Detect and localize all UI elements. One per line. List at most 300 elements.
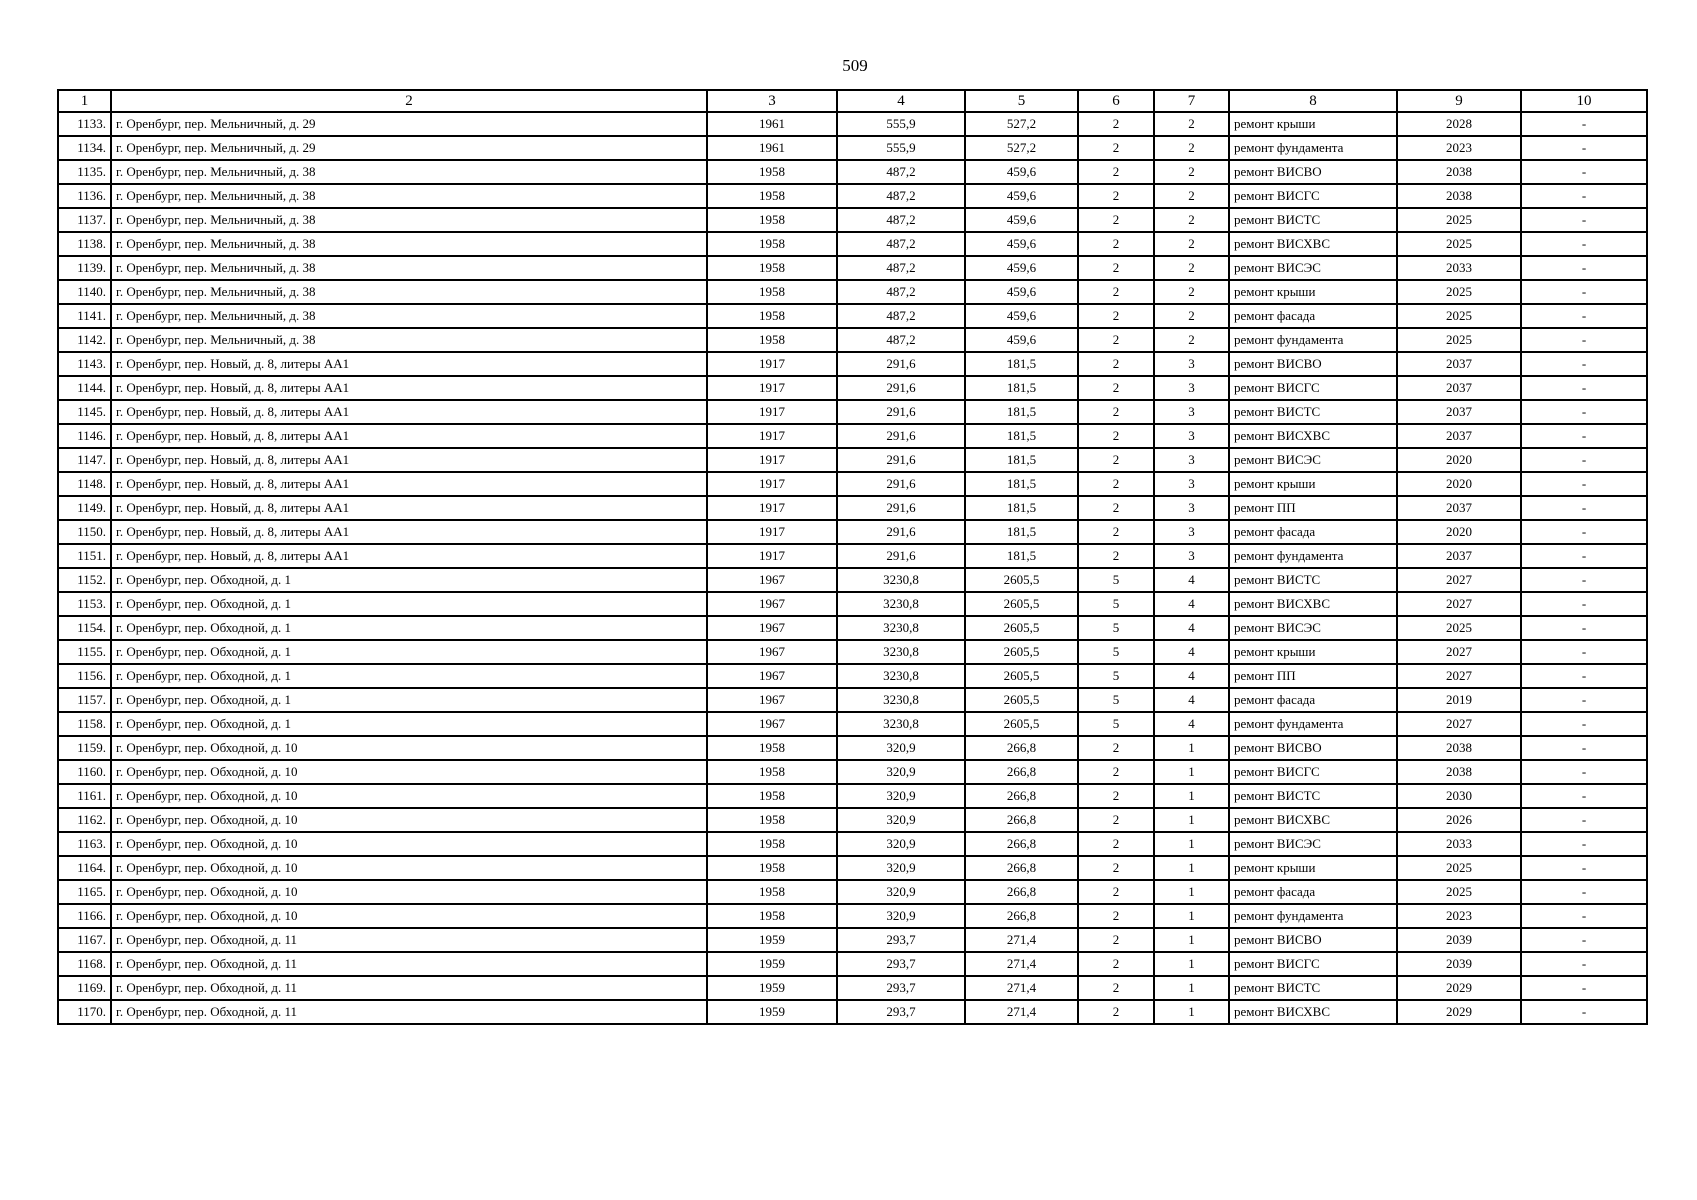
cell-address: г. Оренбург, пер. Обходной, д. 10 [111, 808, 707, 832]
cell-address: г. Оренбург, пер. Обходной, д. 1 [111, 616, 707, 640]
cell-build-year: 1958 [707, 784, 837, 808]
cell-living-area: 2605,5 [965, 640, 1078, 664]
table-row [58, 136, 1647, 160]
cell-living-area: 271,4 [965, 1000, 1078, 1024]
cell-work-type: ремонт фасада [1229, 520, 1397, 544]
cell-floors: 2 [1078, 160, 1154, 184]
cell-floors: 2 [1078, 112, 1154, 136]
cell-work-type: ремонт ВИСВО [1229, 736, 1397, 760]
cell-address: г. Оренбург, пер. Обходной, д. 11 [111, 1000, 707, 1024]
cell-floors: 2 [1078, 544, 1154, 568]
cell-work-type: ремонт ПП [1229, 664, 1397, 688]
cell-living-area: 2605,5 [965, 688, 1078, 712]
cell-work-type: ремонт ВИСТС [1229, 976, 1397, 1000]
cell-work-type: ремонт ВИСЭС [1229, 256, 1397, 280]
cell-work-type: ремонт ВИСХВС [1229, 424, 1397, 448]
cell-row-number: 1153. [58, 592, 111, 616]
cell-work-type: ремонт ВИСХВС [1229, 808, 1397, 832]
cell-build-year: 1961 [707, 112, 837, 136]
cell-build-year: 1958 [707, 904, 837, 928]
cell-build-year: 1958 [707, 808, 837, 832]
cell-floors: 2 [1078, 352, 1154, 376]
cell-total-area: 320,9 [837, 880, 965, 904]
cell-note: - [1521, 640, 1647, 664]
cell-living-area: 271,4 [965, 976, 1078, 1000]
cell-total-area: 487,2 [837, 304, 965, 328]
cell-address: г. Оренбург, пер. Обходной, д. 1 [111, 640, 707, 664]
cell-floors: 2 [1078, 136, 1154, 160]
cell-row-number: 1138. [58, 232, 111, 256]
cell-work-type: ремонт фундамента [1229, 136, 1397, 160]
table-row [58, 640, 1647, 664]
cell-total-area: 320,9 [837, 808, 965, 832]
cell-address: г. Оренбург, пер. Новый, д. 8, литеры АА1 [111, 400, 707, 424]
cell-address: г. Оренбург, пер. Мельничный, д. 29 [111, 136, 707, 160]
cell-build-year: 1958 [707, 160, 837, 184]
cell-build-year: 1958 [707, 232, 837, 256]
cell-floors: 2 [1078, 904, 1154, 928]
cell-planned-year: 2025 [1397, 328, 1521, 352]
cell-entrances: 3 [1154, 376, 1229, 400]
cell-entrances: 3 [1154, 496, 1229, 520]
cell-row-number: 1154. [58, 616, 111, 640]
cell-floors: 2 [1078, 376, 1154, 400]
cell-row-number: 1170. [58, 1000, 111, 1024]
cell-planned-year: 2025 [1397, 880, 1521, 904]
column-header-10: 10 [1521, 90, 1647, 112]
cell-row-number: 1155. [58, 640, 111, 664]
cell-floors: 2 [1078, 496, 1154, 520]
cell-floors: 5 [1078, 592, 1154, 616]
table-row [58, 592, 1647, 616]
table-row [58, 904, 1647, 928]
cell-entrances: 1 [1154, 808, 1229, 832]
table-row [58, 832, 1647, 856]
cell-planned-year: 2025 [1397, 208, 1521, 232]
table-row [58, 520, 1647, 544]
cell-note: - [1521, 712, 1647, 736]
cell-total-area: 291,6 [837, 400, 965, 424]
cell-build-year: 1958 [707, 736, 837, 760]
cell-entrances: 3 [1154, 448, 1229, 472]
cell-planned-year: 2020 [1397, 520, 1521, 544]
cell-living-area: 266,8 [965, 736, 1078, 760]
cell-work-type: ремонт ВИСТС [1229, 400, 1397, 424]
cell-row-number: 1157. [58, 688, 111, 712]
cell-living-area: 266,8 [965, 760, 1078, 784]
cell-living-area: 2605,5 [965, 592, 1078, 616]
column-header-2: 2 [111, 90, 707, 112]
cell-note: - [1521, 256, 1647, 280]
cell-living-area: 181,5 [965, 352, 1078, 376]
cell-row-number: 1143. [58, 352, 111, 376]
cell-work-type: ремонт фундамента [1229, 544, 1397, 568]
cell-floors: 5 [1078, 712, 1154, 736]
cell-note: - [1521, 232, 1647, 256]
cell-entrances: 3 [1154, 352, 1229, 376]
cell-build-year: 1917 [707, 400, 837, 424]
cell-build-year: 1967 [707, 688, 837, 712]
cell-build-year: 1917 [707, 496, 837, 520]
cell-address: г. Оренбург, пер. Обходной, д. 1 [111, 568, 707, 592]
cell-note: - [1521, 472, 1647, 496]
cell-living-area: 271,4 [965, 952, 1078, 976]
cell-build-year: 1958 [707, 880, 837, 904]
cell-work-type: ремонт ВИСХВС [1229, 592, 1397, 616]
cell-floors: 2 [1078, 880, 1154, 904]
cell-total-area: 487,2 [837, 232, 965, 256]
column-header-7: 7 [1154, 90, 1229, 112]
cell-living-area: 266,8 [965, 832, 1078, 856]
table-row [58, 400, 1647, 424]
cell-total-area: 293,7 [837, 976, 965, 1000]
cell-entrances: 3 [1154, 520, 1229, 544]
cell-floors: 2 [1078, 424, 1154, 448]
cell-build-year: 1958 [707, 280, 837, 304]
cell-living-area: 266,8 [965, 784, 1078, 808]
cell-work-type: ремонт крыши [1229, 472, 1397, 496]
cell-row-number: 1142. [58, 328, 111, 352]
cell-work-type: ремонт ВИСГС [1229, 376, 1397, 400]
table-row [58, 160, 1647, 184]
cell-row-number: 1147. [58, 448, 111, 472]
table-row [58, 1000, 1647, 1024]
cell-planned-year: 2027 [1397, 712, 1521, 736]
table-row [58, 808, 1647, 832]
cell-entrances: 3 [1154, 424, 1229, 448]
cell-total-area: 291,6 [837, 376, 965, 400]
cell-build-year: 1917 [707, 472, 837, 496]
column-header-1: 1 [58, 90, 111, 112]
cell-living-area: 266,8 [965, 880, 1078, 904]
cell-build-year: 1967 [707, 592, 837, 616]
cell-work-type: ремонт фасада [1229, 688, 1397, 712]
cell-row-number: 1169. [58, 976, 111, 1000]
cell-work-type: ремонт крыши [1229, 640, 1397, 664]
cell-floors: 2 [1078, 328, 1154, 352]
cell-note: - [1521, 136, 1647, 160]
cell-total-area: 291,6 [837, 544, 965, 568]
cell-planned-year: 2028 [1397, 112, 1521, 136]
cell-floors: 2 [1078, 856, 1154, 880]
cell-build-year: 1961 [707, 136, 837, 160]
cell-build-year: 1958 [707, 256, 837, 280]
table-header [58, 90, 1647, 112]
cell-note: - [1521, 928, 1647, 952]
cell-planned-year: 2039 [1397, 952, 1521, 976]
column-header-5: 5 [965, 90, 1078, 112]
cell-note: - [1521, 304, 1647, 328]
cell-total-area: 293,7 [837, 928, 965, 952]
cell-work-type: ремонт ВИСГС [1229, 952, 1397, 976]
cell-planned-year: 2038 [1397, 736, 1521, 760]
cell-entrances: 2 [1154, 112, 1229, 136]
cell-living-area: 181,5 [965, 544, 1078, 568]
cell-entrances: 1 [1154, 760, 1229, 784]
cell-planned-year: 2027 [1397, 640, 1521, 664]
cell-entrances: 4 [1154, 664, 1229, 688]
cell-planned-year: 2038 [1397, 184, 1521, 208]
cell-living-area: 181,5 [965, 400, 1078, 424]
cell-planned-year: 2037 [1397, 496, 1521, 520]
cell-row-number: 1152. [58, 568, 111, 592]
cell-note: - [1521, 376, 1647, 400]
cell-address: г. Оренбург, пер. Обходной, д. 11 [111, 952, 707, 976]
cell-note: - [1521, 1000, 1647, 1024]
cell-total-area: 487,2 [837, 184, 965, 208]
cell-planned-year: 2025 [1397, 232, 1521, 256]
cell-work-type: ремонт фасада [1229, 880, 1397, 904]
cell-address: г. Оренбург, пер. Обходной, д. 11 [111, 976, 707, 1000]
cell-work-type: ремонт ВИСГС [1229, 184, 1397, 208]
cell-note: - [1521, 880, 1647, 904]
cell-row-number: 1148. [58, 472, 111, 496]
cell-build-year: 1958 [707, 304, 837, 328]
table-row [58, 952, 1647, 976]
cell-floors: 2 [1078, 808, 1154, 832]
cell-build-year: 1917 [707, 520, 837, 544]
cell-living-area: 527,2 [965, 112, 1078, 136]
cell-entrances: 2 [1154, 304, 1229, 328]
table-row [58, 184, 1647, 208]
cell-floors: 2 [1078, 472, 1154, 496]
cell-build-year: 1959 [707, 976, 837, 1000]
cell-note: - [1521, 616, 1647, 640]
cell-floors: 2 [1078, 400, 1154, 424]
cell-entrances: 2 [1154, 208, 1229, 232]
cell-address: г. Оренбург, пер. Мельничный, д. 38 [111, 280, 707, 304]
cell-planned-year: 2025 [1397, 856, 1521, 880]
cell-address: г. Оренбург, пер. Новый, д. 8, литеры АА1 [111, 472, 707, 496]
cell-build-year: 1967 [707, 664, 837, 688]
cell-planned-year: 2023 [1397, 136, 1521, 160]
cell-row-number: 1168. [58, 952, 111, 976]
cell-total-area: 291,6 [837, 424, 965, 448]
cell-living-area: 181,5 [965, 376, 1078, 400]
cell-row-number: 1136. [58, 184, 111, 208]
cell-planned-year: 2027 [1397, 664, 1521, 688]
cell-entrances: 4 [1154, 616, 1229, 640]
header-row [58, 90, 1647, 112]
cell-build-year: 1958 [707, 184, 837, 208]
cell-build-year: 1958 [707, 760, 837, 784]
cell-row-number: 1146. [58, 424, 111, 448]
cell-living-area: 266,8 [965, 856, 1078, 880]
cell-total-area: 487,2 [837, 280, 965, 304]
cell-entrances: 4 [1154, 688, 1229, 712]
table-row [58, 616, 1647, 640]
cell-total-area: 3230,8 [837, 640, 965, 664]
cell-planned-year: 2033 [1397, 832, 1521, 856]
cell-total-area: 487,2 [837, 328, 965, 352]
cell-total-area: 3230,8 [837, 712, 965, 736]
cell-build-year: 1958 [707, 208, 837, 232]
cell-floors: 2 [1078, 280, 1154, 304]
cell-address: г. Оренбург, пер. Мельничный, д. 38 [111, 184, 707, 208]
page-number: 509 [842, 56, 868, 75]
cell-work-type: ремонт ПП [1229, 496, 1397, 520]
cell-row-number: 1150. [58, 520, 111, 544]
cell-planned-year: 2030 [1397, 784, 1521, 808]
cell-note: - [1521, 856, 1647, 880]
cell-row-number: 1160. [58, 760, 111, 784]
cell-note: - [1521, 664, 1647, 688]
cell-total-area: 3230,8 [837, 664, 965, 688]
cell-total-area: 320,9 [837, 856, 965, 880]
cell-note: - [1521, 760, 1647, 784]
cell-planned-year: 2023 [1397, 904, 1521, 928]
table-row [58, 448, 1647, 472]
column-header-6: 6 [1078, 90, 1154, 112]
table-row [58, 976, 1647, 1000]
cell-living-area: 459,6 [965, 328, 1078, 352]
cell-total-area: 291,6 [837, 520, 965, 544]
cell-address: г. Оренбург, пер. Новый, д. 8, литеры АА1 [111, 352, 707, 376]
cell-note: - [1521, 112, 1647, 136]
cell-address: г. Оренбург, пер. Обходной, д. 10 [111, 736, 707, 760]
cell-note: - [1521, 736, 1647, 760]
cell-total-area: 293,7 [837, 1000, 965, 1024]
cell-living-area: 2605,5 [965, 616, 1078, 640]
table-row [58, 712, 1647, 736]
cell-address: г. Оренбург, пер. Обходной, д. 1 [111, 664, 707, 688]
cell-build-year: 1959 [707, 952, 837, 976]
cell-planned-year: 2026 [1397, 808, 1521, 832]
cell-work-type: ремонт ВИСЭС [1229, 832, 1397, 856]
repair-schedule-table [57, 89, 1648, 1025]
cell-note: - [1521, 784, 1647, 808]
cell-work-type: ремонт ВИСВО [1229, 160, 1397, 184]
cell-work-type: ремонт ВИСТС [1229, 568, 1397, 592]
cell-living-area: 266,8 [965, 808, 1078, 832]
cell-note: - [1521, 520, 1647, 544]
cell-row-number: 1135. [58, 160, 111, 184]
cell-entrances: 1 [1154, 880, 1229, 904]
cell-planned-year: 2025 [1397, 616, 1521, 640]
cell-floors: 2 [1078, 1000, 1154, 1024]
cell-entrances: 2 [1154, 328, 1229, 352]
cell-address: г. Оренбург, пер. Новый, д. 8, литеры АА1 [111, 424, 707, 448]
cell-entrances: 3 [1154, 544, 1229, 568]
cell-floors: 2 [1078, 784, 1154, 808]
table-row [58, 736, 1647, 760]
cell-note: - [1521, 328, 1647, 352]
table-row [58, 256, 1647, 280]
cell-work-type: ремонт крыши [1229, 112, 1397, 136]
cell-build-year: 1917 [707, 448, 837, 472]
cell-address: г. Оренбург, пер. Мельничный, д. 38 [111, 208, 707, 232]
cell-planned-year: 2027 [1397, 568, 1521, 592]
cell-row-number: 1149. [58, 496, 111, 520]
cell-living-area: 459,6 [965, 304, 1078, 328]
cell-living-area: 2605,5 [965, 568, 1078, 592]
cell-living-area: 459,6 [965, 160, 1078, 184]
cell-build-year: 1967 [707, 568, 837, 592]
cell-living-area: 2605,5 [965, 712, 1078, 736]
cell-planned-year: 2029 [1397, 1000, 1521, 1024]
cell-address: г. Оренбург, пер. Обходной, д. 1 [111, 712, 707, 736]
cell-note: - [1521, 568, 1647, 592]
cell-floors: 2 [1078, 304, 1154, 328]
cell-floors: 5 [1078, 688, 1154, 712]
cell-entrances: 1 [1154, 856, 1229, 880]
cell-total-area: 487,2 [837, 160, 965, 184]
cell-build-year: 1917 [707, 424, 837, 448]
cell-living-area: 181,5 [965, 496, 1078, 520]
cell-floors: 5 [1078, 664, 1154, 688]
column-header-4: 4 [837, 90, 965, 112]
cell-floors: 5 [1078, 616, 1154, 640]
cell-total-area: 291,6 [837, 448, 965, 472]
table-row [58, 760, 1647, 784]
cell-row-number: 1164. [58, 856, 111, 880]
cell-total-area: 3230,8 [837, 688, 965, 712]
table-row [58, 376, 1647, 400]
cell-floors: 2 [1078, 928, 1154, 952]
table-row [58, 568, 1647, 592]
cell-row-number: 1156. [58, 664, 111, 688]
cell-entrances: 2 [1154, 256, 1229, 280]
cell-total-area: 3230,8 [837, 568, 965, 592]
cell-note: - [1521, 808, 1647, 832]
cell-row-number: 1139. [58, 256, 111, 280]
cell-planned-year: 2037 [1397, 376, 1521, 400]
cell-entrances: 1 [1154, 904, 1229, 928]
cell-living-area: 459,6 [965, 232, 1078, 256]
cell-build-year: 1958 [707, 832, 837, 856]
cell-address: г. Оренбург, пер. Мельничный, д. 38 [111, 328, 707, 352]
cell-entrances: 1 [1154, 1000, 1229, 1024]
cell-planned-year: 2027 [1397, 592, 1521, 616]
cell-row-number: 1134. [58, 136, 111, 160]
cell-total-area: 320,9 [837, 760, 965, 784]
cell-work-type: ремонт ВИСВО [1229, 352, 1397, 376]
cell-living-area: 459,6 [965, 184, 1078, 208]
cell-note: - [1521, 184, 1647, 208]
cell-note: - [1521, 832, 1647, 856]
cell-row-number: 1163. [58, 832, 111, 856]
cell-note: - [1521, 424, 1647, 448]
cell-work-type: ремонт ВИСТС [1229, 208, 1397, 232]
table-row [58, 928, 1647, 952]
cell-row-number: 1161. [58, 784, 111, 808]
cell-living-area: 459,6 [965, 280, 1078, 304]
cell-planned-year: 2039 [1397, 928, 1521, 952]
cell-note: - [1521, 496, 1647, 520]
cell-work-type: ремонт ВИСГС [1229, 760, 1397, 784]
cell-total-area: 320,9 [837, 904, 965, 928]
cell-floors: 2 [1078, 832, 1154, 856]
cell-entrances: 2 [1154, 280, 1229, 304]
cell-total-area: 320,9 [837, 736, 965, 760]
cell-total-area: 3230,8 [837, 592, 965, 616]
table-row [58, 856, 1647, 880]
cell-floors: 2 [1078, 736, 1154, 760]
cell-floors: 2 [1078, 976, 1154, 1000]
cell-planned-year: 2029 [1397, 976, 1521, 1000]
cell-floors: 2 [1078, 184, 1154, 208]
cell-planned-year: 2037 [1397, 544, 1521, 568]
cell-entrances: 4 [1154, 640, 1229, 664]
cell-entrances: 4 [1154, 568, 1229, 592]
cell-note: - [1521, 976, 1647, 1000]
cell-total-area: 293,7 [837, 952, 965, 976]
table-row [58, 352, 1647, 376]
cell-row-number: 1166. [58, 904, 111, 928]
column-header-3: 3 [707, 90, 837, 112]
cell-living-area: 459,6 [965, 256, 1078, 280]
cell-total-area: 555,9 [837, 112, 965, 136]
